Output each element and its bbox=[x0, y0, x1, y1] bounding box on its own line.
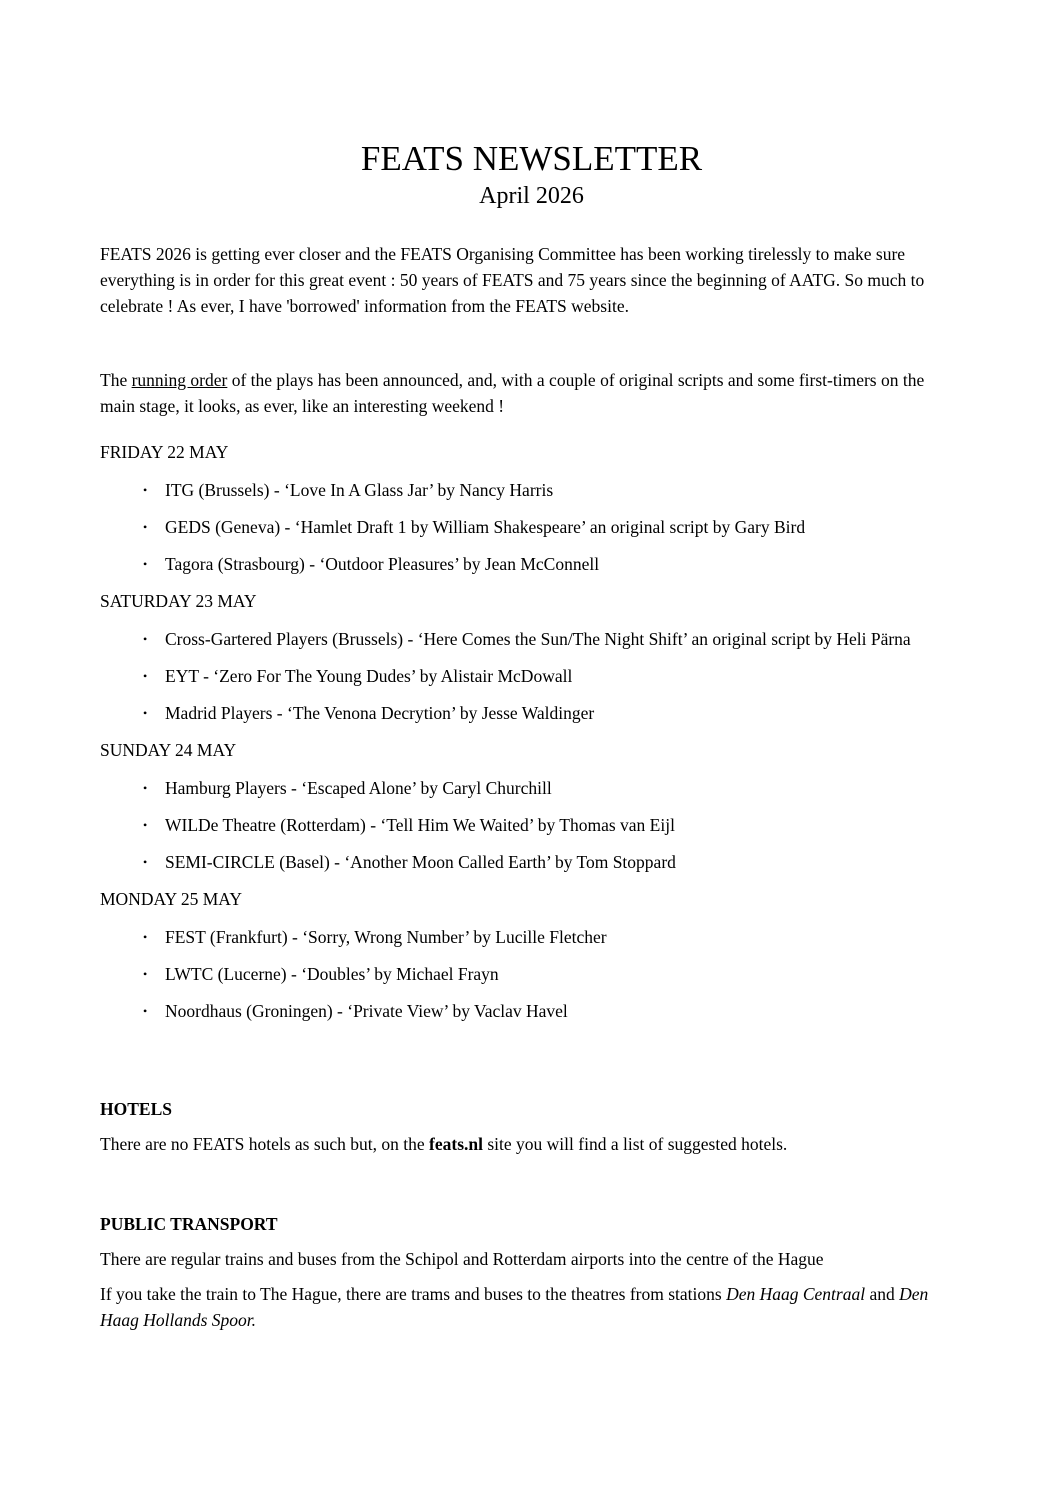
transport-paragraph-stations bbox=[100, 1281, 963, 1333]
play-list bbox=[100, 477, 963, 577]
play-item: • WILDe Theatre (Rotterdam) - ‘Tell Him We Waited’ by Thomas van Eijl bbox=[100, 812, 963, 838]
play-item: • EYT - ‘Zero For The Young Dudes’ by Alistair McDowall bbox=[100, 663, 963, 689]
hotels-section bbox=[100, 1096, 963, 1157]
schedule-day-sunday bbox=[100, 737, 963, 875]
hotels-paragraph bbox=[100, 1131, 963, 1157]
day-heading: SUNDAY 24 MAY bbox=[100, 740, 237, 760]
play-item: • Noordhaus (Groningen) - ‘Private View’ by Vaclav Havel bbox=[100, 998, 963, 1024]
schedule bbox=[100, 439, 963, 1024]
play-list bbox=[100, 775, 963, 875]
running-order-text-after: of the plays has been announced, and, with a couple of original scripts and some first-timers on the main stage, it looks, as ever, like an interesting weekend ! bbox=[100, 370, 925, 416]
hotels-text-before: There are no FEATS hotels as such but, on the bbox=[100, 1134, 430, 1154]
document-subtitle: April 2026 bbox=[479, 183, 584, 209]
play-item: • Cross-Gartered Players (Brussels) - ‘Here Comes the Sun/The Night Shift’ an original script by Heli Pärna bbox=[100, 626, 963, 652]
day-heading: MONDAY 25 MAY bbox=[100, 889, 242, 909]
feats-site-name: feats.nl bbox=[429, 1134, 483, 1154]
transport-text-mid: and bbox=[865, 1284, 900, 1304]
public-transport-section bbox=[100, 1211, 963, 1333]
play-list bbox=[100, 924, 963, 1024]
day-heading: SATURDAY 23 MAY bbox=[100, 591, 257, 611]
station-name-centraal: Den Haag Centraal bbox=[726, 1284, 866, 1304]
play-item: • LWTC (Lucerne) - ‘Doubles’ by Michael Frayn bbox=[100, 961, 963, 987]
running-order-text-before: The bbox=[100, 370, 132, 390]
running-order-link[interactable]: running order bbox=[131, 370, 228, 390]
intro-paragraph: FEATS 2026 is getting ever closer and the FEATS Organising Committee has been working tirelessly to make sure everything is in order for this great event : 50 years of FEATS and 75 years since the beginning of AATG. So much to celebrate ! As ever, I have 'borrowed' information from the FEATS website. bbox=[100, 244, 925, 316]
play-item: • Hamburg Players - ‘Escaped Alone’ by Caryl Churchill bbox=[100, 775, 963, 801]
play-item: • Madrid Players - ‘The Venona Decrytion’ by Jesse Waldinger bbox=[100, 700, 963, 726]
day-heading: FRIDAY 22 MAY bbox=[100, 442, 229, 462]
play-item: • ITG (Brussels) - ‘Love In A Glass Jar’ by Nancy Harris bbox=[100, 477, 963, 503]
schedule-day-saturday bbox=[100, 588, 963, 726]
play-item: • Tagora (Strasbourg) - ‘Outdoor Pleasures’ by Jean McConnell bbox=[100, 551, 963, 577]
hotels-text-after: site you will find a list of suggested hotels. bbox=[482, 1134, 788, 1154]
play-item: • SEMI-CIRCLE (Basel) - ‘Another Moon Called Earth’ by Tom Stoppard bbox=[100, 849, 963, 875]
transport-paragraph-airports: There are regular trains and buses from the Schipol and Rotterdam airports into the centre of the Hague bbox=[100, 1249, 824, 1269]
play-item: • FEST (Frankfurt) - ‘Sorry, Wrong Number’ by Lucille Fletcher bbox=[100, 924, 963, 950]
transport-text-before: If you take the train to The Hague, there are trams and buses to the theatres from stations bbox=[100, 1284, 727, 1304]
station-name-hollands-spoor: Den Haag Hollands Spoor. bbox=[100, 1284, 929, 1330]
schedule-day-friday bbox=[100, 439, 963, 577]
hotels-heading: HOTELS bbox=[100, 1099, 172, 1119]
document-title: FEATS NEWSLETTER bbox=[360, 139, 703, 178]
running-order-paragraph bbox=[100, 367, 963, 419]
public-transport-heading: PUBLIC TRANSPORT bbox=[100, 1214, 278, 1234]
play-list bbox=[100, 626, 963, 726]
schedule-day-monday bbox=[100, 886, 963, 1024]
play-item: • GEDS (Geneva) - ‘Hamlet Draft 1 by William Shakespeare’ an original script by Gary Bird bbox=[100, 514, 963, 540]
